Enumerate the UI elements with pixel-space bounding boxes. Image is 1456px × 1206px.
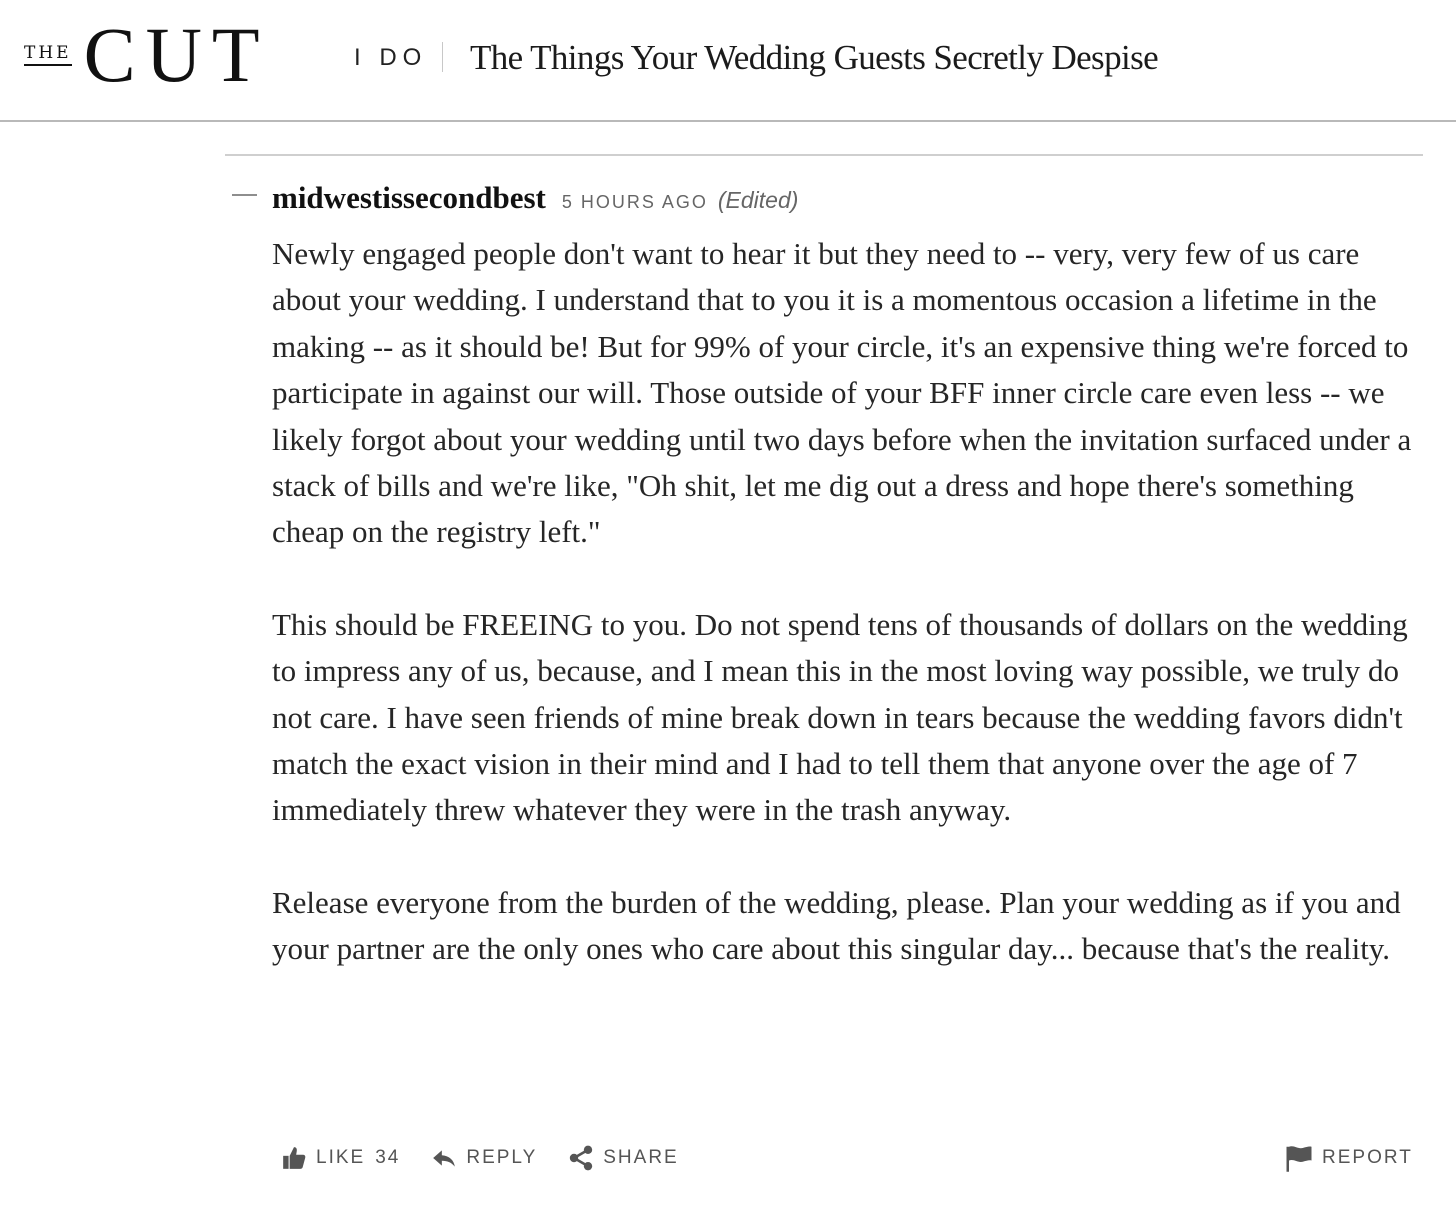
site-header bbox=[0, 0, 1456, 122]
comment-body bbox=[272, 231, 1432, 1019]
share-nodes-icon bbox=[567, 1144, 595, 1172]
report-button[interactable] bbox=[1284, 1140, 1413, 1176]
comment-paragraph: Newly engaged people don't want to hear it but they need to -- very, very few of us care about your wedding. I understand that to you it is a momentous occasion a lifetime in the making -- as it should be! But for 99% of your circle, it's an expensive thing we're forced to participate in against our will. Those outside of your BFF inner circle care even less -- we likely forgot about your wedding until two days before when the invitation surfaced under a stack of bills and we're like, "Oh shit, let me dig out a dress and hope there's something cheap on the registry left." bbox=[272, 236, 1412, 550]
section-label[interactable]: I DO bbox=[354, 44, 428, 71]
reply-label: REPLY bbox=[466, 1147, 538, 1168]
comment-paragraph: Release everyone from the burden of the wedding, please. Plan your wedding as if you and your partner are the only ones who care about this singular day... because that's the reality. bbox=[272, 884, 1401, 967]
comment-username[interactable]: midwestissecondbest bbox=[272, 180, 546, 215]
like-count: 34 bbox=[375, 1147, 401, 1168]
article-title: The Things Your Wedding Guests Secretly Despise bbox=[470, 38, 1159, 77]
comment-timestamp: 5 HOURS AGO bbox=[561, 192, 708, 212]
comment-paragraph: This should be FREEING to you. Do not spend tens of thousands of dollars on the wedding to impress any of us, because, and I mean this in the most loving way possible, we truly do not care. I have seen friends of mine break down in tears because the wedding favors didn't match the exact vision in their mind and I had to tell them that anyone over the age of 7 immediately threw whatever they were in the trash anyway. bbox=[272, 606, 1408, 828]
reply-arrow-icon bbox=[430, 1144, 458, 1172]
like-button[interactable] bbox=[280, 1144, 400, 1172]
comment-actions bbox=[280, 1140, 709, 1176]
comment-meta bbox=[272, 180, 798, 220]
share-label: SHARE bbox=[603, 1147, 679, 1168]
flag-icon bbox=[1284, 1143, 1314, 1173]
reply-button[interactable] bbox=[430, 1144, 537, 1172]
report-label: REPORT bbox=[1322, 1147, 1413, 1168]
share-button[interactable] bbox=[567, 1144, 678, 1172]
thumbs-up-icon bbox=[280, 1144, 308, 1172]
header-divider bbox=[442, 42, 443, 72]
logo-cut: CUT bbox=[83, 11, 270, 98]
logo-the: THE bbox=[24, 45, 72, 66]
like-label: LIKE bbox=[316, 1147, 366, 1168]
comment-top-divider bbox=[225, 154, 1423, 156]
comment-edited-label: (Edited) bbox=[717, 187, 799, 213]
site-logo[interactable] bbox=[24, 11, 270, 98]
collapse-comment-toggle[interactable] bbox=[232, 194, 257, 196]
